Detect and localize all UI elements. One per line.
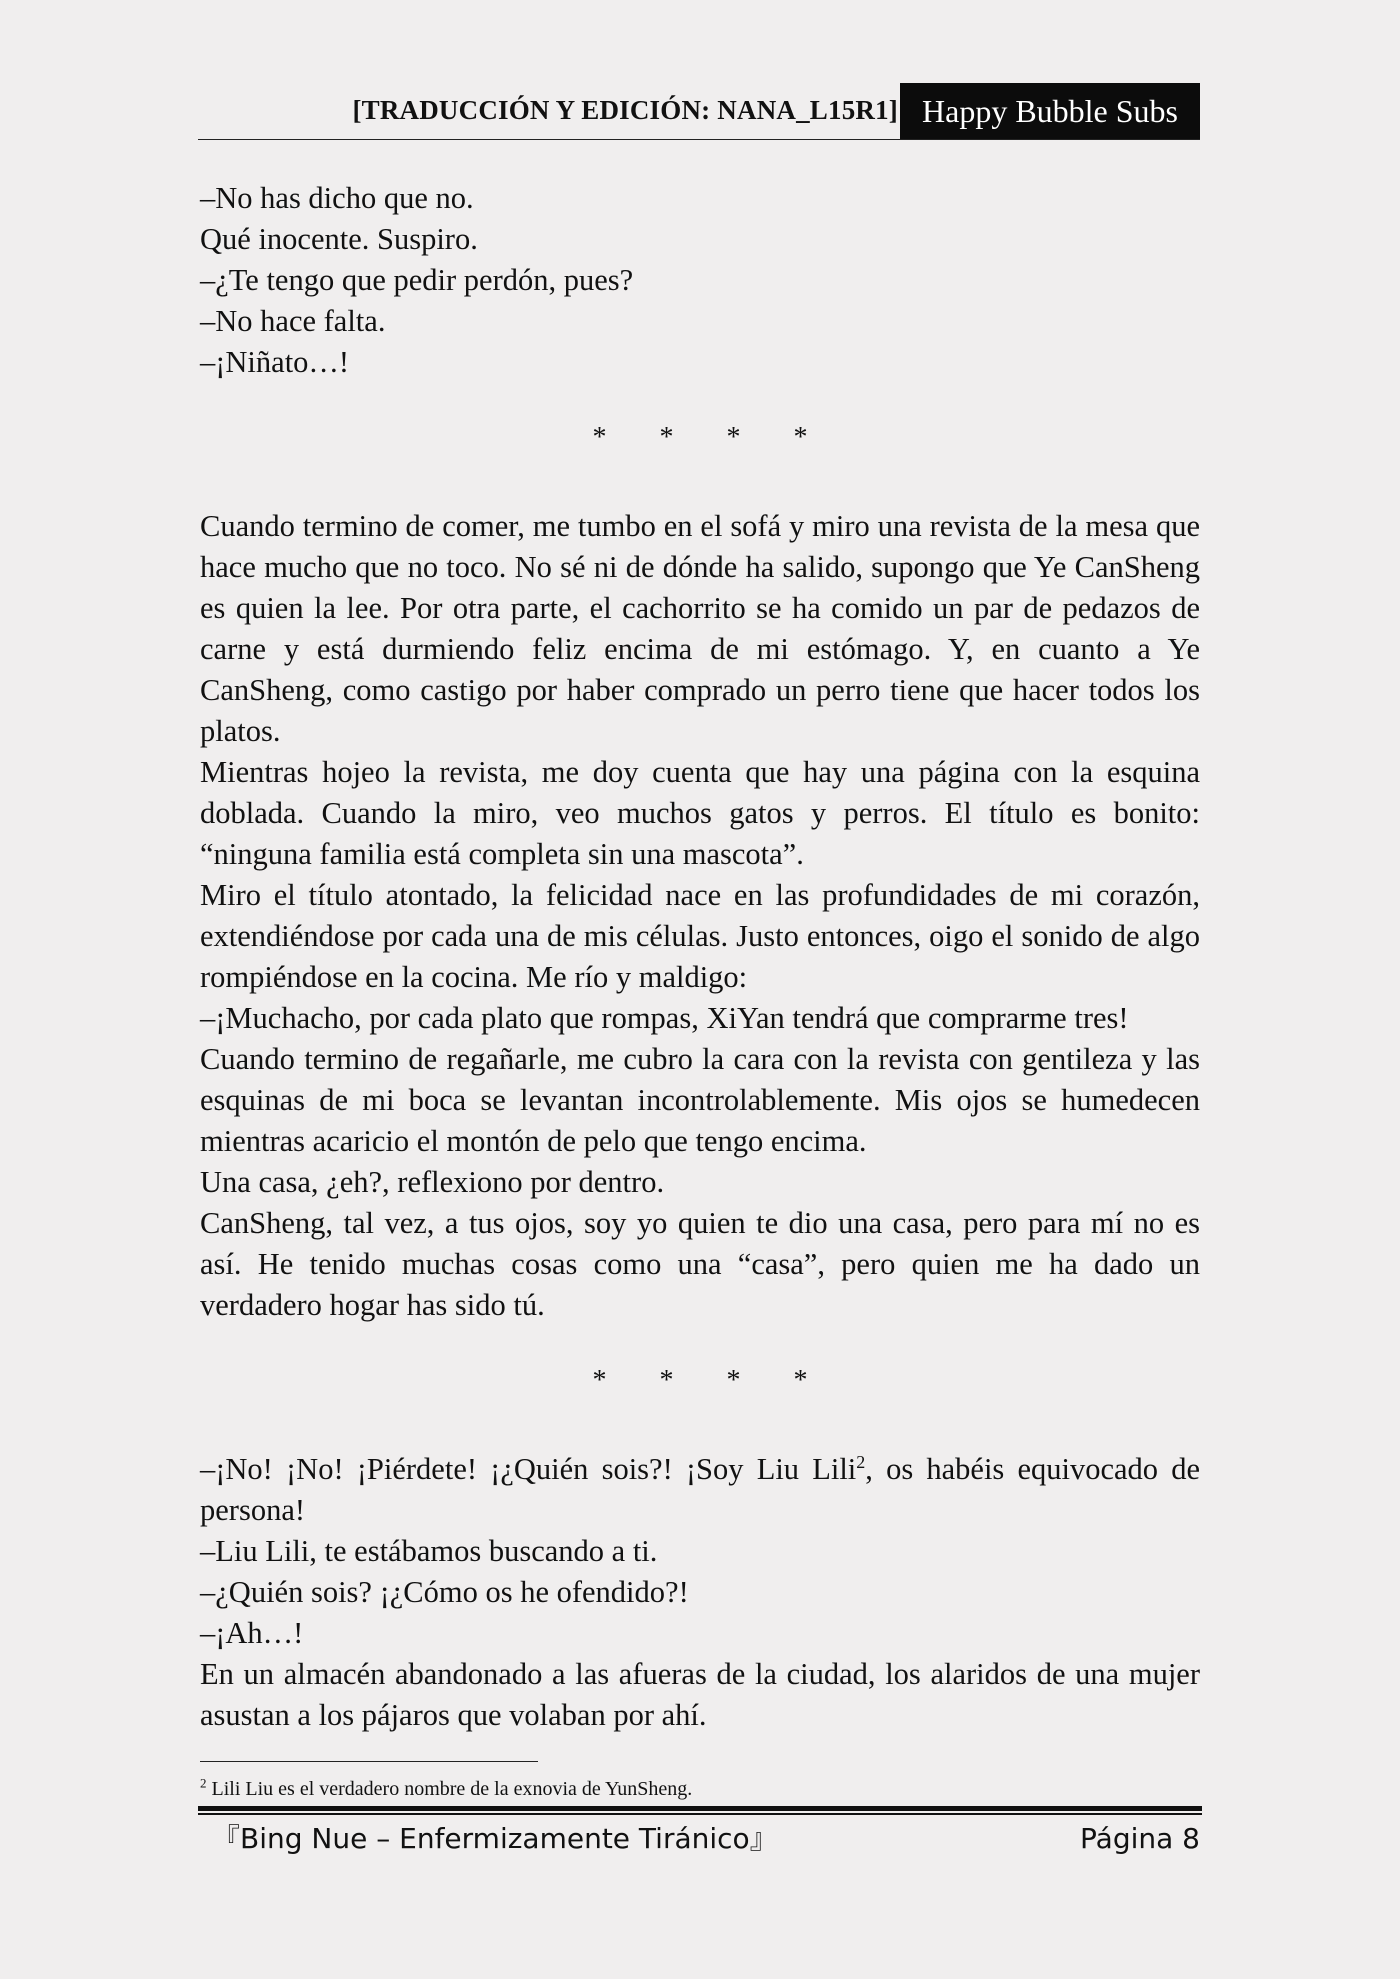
paragraph-text: –¡No! ¡No! ¡Piérdete! ¡¿Quién sois?! ¡Soy Liu Lili	[200, 1452, 857, 1486]
document-body	[200, 178, 1200, 1736]
paragraph: –¿Quién sois? ¡¿Cómo os he ofendido?!	[200, 1575, 689, 1609]
paragraph: Mientras hojeo la revista, me doy cuenta que hay una página con la esquina doblada. Cuando la miro, veo muchos gatos y perros. El título es bonito: “ninguna familia está completa sin una mascota”.	[200, 755, 1200, 871]
paragraph: –¡Niñato…!	[200, 345, 350, 379]
footer-book-title: 『Bing Nue – Enfermizamente Tiránico』	[212, 1822, 778, 1855]
paragraph: –¿Te tengo que pedir perdón, pues?	[200, 263, 634, 297]
paragraph: Una casa, ¿eh?, reflexiono por dentro.	[200, 1165, 665, 1199]
footnote-divider	[200, 1761, 538, 1762]
paragraph: –No has dicho que no.	[200, 181, 474, 215]
paragraph-with-footnote-ref	[200, 1449, 1200, 1531]
group-brand-label: Happy Bubble Subs	[900, 83, 1200, 139]
footnote	[200, 1777, 692, 1801]
paragraph: Qué inocente. Suspiro.	[200, 222, 478, 256]
paragraph-text: , os habéis equivocado de persona!	[200, 1452, 1200, 1527]
paragraph: En un almacén abandonado a las afueras de la ciudad, los alaridos de una mujer asustan a los pájaros que volaban por ahí.	[200, 1657, 1200, 1732]
footnote-reference: 2	[856, 1451, 866, 1472]
paragraph: Miro el título atontado, la felicidad nace en las profundidades de mi corazón, extendiéndose por cada una de mis células. Justo entonces, oigo el sonido de algo rompiéndose en la cocina. Me río y maldigo:	[200, 878, 1200, 994]
page-header	[198, 83, 1200, 140]
footer-divider-thin	[198, 1813, 1202, 1815]
scene-separator: * * * *	[592, 422, 808, 453]
paragraph: Cuando termino de comer, me tumbo en el sofá y miro una revista de la mesa que hace mucho que no toco. No sé ni de dónde ha salido, supongo que Ye CanSheng es quien la lee. Por otra parte, el cachorrito se ha comido un par de pedazos de carne y está durmiendo feliz encima de mi estómago. Y, en cuanto a Ye CanSheng, como castigo por haber comprado un perro tiene que hacer todos los platos.	[200, 509, 1200, 748]
paragraph: CanSheng, tal vez, a tus ojos, soy yo quien te dio una casa, pero para mí no es así. He tenido muchas cosas como una “casa”, pero quien me ha dado un verdadero hogar has sido tú.	[200, 1206, 1200, 1322]
translation-credit: [TRADUCCIÓN Y EDICIÓN: NANA_L15R1]	[352, 95, 898, 125]
paragraph: –¡Muchacho, por cada plato que rompas, XiYan tendrá que comprarme tres!	[200, 1001, 1129, 1035]
paragraph: –Liu Lili, te estábamos buscando a ti.	[200, 1534, 658, 1568]
footnote-text: Lili Liu es el verdadero nombre de la exnovia de YunSheng.	[206, 1778, 693, 1800]
paragraph: Cuando termino de regañarle, me cubro la cara con la revista con gentileza y las esquinas de mi boca se levantan incontrolablemente. Mis ojos se humedecen mientras acaricio el montón de pelo que tengo encima.	[200, 1042, 1200, 1158]
page-number: Página 8	[1080, 1822, 1200, 1855]
paragraph: –No hace falta.	[200, 304, 386, 338]
paragraph: –¡Ah…!	[200, 1616, 304, 1650]
footer-divider-thick	[198, 1806, 1202, 1811]
footnote-number: 2	[200, 1775, 207, 1791]
scene-separator: * * * *	[592, 1365, 808, 1396]
